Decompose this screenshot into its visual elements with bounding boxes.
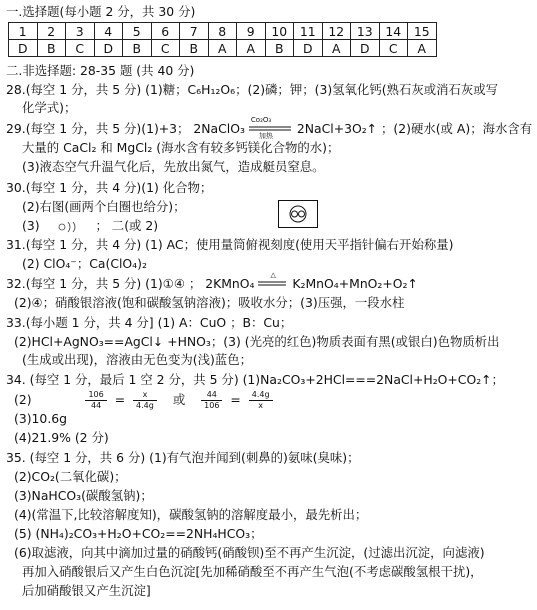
question-number-cell: 6 — [151, 23, 180, 40]
q28-line1: 28.(每空 1 分，共 5 分) (1)糖；C₆H₁₂O₆；(2)磷；钾；(3)氢氧化钙(熟石灰或消石灰或写 — [6, 82, 499, 97]
q33-line3: (生成或出现)，溶液由无色变为(浅)蓝色； — [22, 352, 252, 367]
answer-cell: B — [265, 40, 294, 57]
answer-cell: D — [9, 40, 38, 57]
question-number-cell: 8 — [208, 23, 237, 40]
answer-cell: D — [94, 40, 123, 57]
section2-title: 二.非选择题: 28-35 题 (共 40 分) — [6, 63, 195, 78]
question-number-cell: 14 — [379, 23, 408, 40]
answer-cell: B — [37, 40, 66, 57]
q30-part3-label: (3) — [22, 218, 40, 233]
question-number-cell: 11 — [294, 23, 323, 40]
q35-line4: (4)(常温下,比较溶解度知)，碳酸氢钠的溶解度最小，最先析出； — [14, 507, 368, 522]
answer-cell: B — [180, 40, 209, 57]
double-arrow-icon — [258, 281, 288, 287]
question-number-cell: 7 — [180, 23, 209, 40]
answer-cell: C — [66, 40, 95, 57]
catalyst-label: Co₂O₃ — [250, 115, 272, 124]
q29-suffix: 2NaCl+3O₂↑ ；(2)硬水(或 A)；海水含有 — [296, 121, 533, 136]
q35-line5: (5) (NH₄)₂CO₃+H₂O+CO₂==2NH₄HCO₃； — [14, 526, 263, 541]
section1-title: 一.选择题(每小题 2 分，共 30 分) — [6, 4, 196, 19]
heat-label: 加热 — [258, 131, 273, 140]
fraction: $\frac{106}{44}$ — [85, 390, 106, 411]
or-label: 或 — [172, 392, 186, 407]
answer-cell: A — [237, 40, 266, 57]
answer-cell: C — [151, 40, 180, 57]
fraction: $\frac{44}{106}$ — [201, 390, 222, 411]
q34-line1: 34. (每空 1 分，最后 1 空 2 分，共 5 分) (1)Na₂CO₃+2HCl===2NaCl+H₂O+CO₂↑； — [6, 372, 504, 387]
fraction: $\frac{4.4g}{x}$ — [249, 390, 273, 411]
q31-line2: (2) ClO₄⁻；Ca(ClO₄)₂ — [22, 256, 147, 271]
q35-line8: 后加硝酸银又产生沉淀] — [22, 583, 151, 598]
answer-cell: B — [123, 40, 152, 57]
q34-line4: (4)21.9% (2 分) — [14, 430, 109, 445]
q35-line3: (3)NaHCO₃(碳酸氢钠)； — [14, 488, 153, 503]
table-row-numbers — [9, 23, 437, 40]
reaction-arrow — [249, 115, 293, 140]
q30-line3 — [22, 218, 158, 233]
q33-line2: (2)HCl+AgNO₃==AgCl↓ +HNO₃；(3) (光亮的红色)物质表面有黑(或银白)色物质析出 — [14, 334, 500, 349]
answer-cell: A — [408, 40, 437, 57]
q31-line1: 31.(每空 1 分，共 4 分) (1) AC；使用量筒俯视刻度(使用天平指针偏右开始称量) — [6, 237, 454, 252]
answer-table — [8, 22, 437, 57]
q30-part3-answer: ； 二(或 2) — [95, 218, 159, 233]
q30-line1: 30.(每空 1 分，共 4 分)(1) 化合物； — [6, 180, 213, 195]
q34-line3: (3)10.6g — [14, 411, 68, 426]
q34-part2-label: (2) — [14, 392, 32, 407]
question-number-cell: 10 — [265, 23, 294, 40]
q32-suffix: K₂MnO₄+MnO₂+O₂↑ — [292, 276, 418, 291]
q32-line1 — [6, 270, 418, 292]
answer-cell: C — [379, 40, 408, 57]
heat-triangle-label: △ — [270, 270, 276, 279]
molecule-diagram — [278, 200, 318, 228]
q29-line1 — [6, 115, 533, 140]
answer-cell: D — [294, 40, 323, 57]
equals-sign: = — [114, 392, 126, 407]
question-number-cell: 2 — [37, 23, 66, 40]
q29-line3: (3)液态空气升温气化后，先放出氮气，造成艇员窒息。 — [22, 159, 325, 174]
q33-line1: 33.(每小题 1 分，共 4 分] (1) A：CuO ；B：Cu； — [6, 315, 293, 330]
q34-line2 — [14, 390, 277, 411]
answer-cell: A — [322, 40, 351, 57]
table-row-answers — [9, 40, 437, 57]
q35-line2: (2)CO₂(二氧化碳)； — [14, 469, 127, 484]
answer-cell: A — [208, 40, 237, 57]
question-number-cell: 5 — [123, 23, 152, 40]
answer-cell: D — [351, 40, 380, 57]
q30-line2: (2)右图(画两个白圈也给分)； — [22, 199, 186, 214]
q35-line1: 35. (每空 1 分，共 6 分) (1)有气泡并闻到(刺鼻的)氨味(臭味)； — [6, 450, 360, 465]
reaction-arrow — [258, 270, 288, 292]
q35-line7: 再加入硝酸银后又产生白色沉淀[先加稀硝酸至不再产生气泡(不考虑碳酸氢根干扰)， — [22, 564, 483, 579]
question-number-cell: 15 — [408, 23, 437, 40]
q35-line6: (6)取滤液，向其中滴加过量的硝酸钙(硝酸钡)至不再产生沉淀，(过滤出沉淀，向滤液) — [14, 545, 485, 560]
question-number-cell: 13 — [351, 23, 380, 40]
q32-line2: (2)④；硝酸银溶液(饱和碳酸氢钠溶液)；吸收水分；(3)压强，一段水柱 — [14, 295, 405, 310]
question-number-cell: 3 — [66, 23, 95, 40]
question-number-cell: 1 — [9, 23, 38, 40]
q28-line2: 化学式)； — [22, 100, 77, 115]
question-number-cell: 4 — [94, 23, 123, 40]
question-number-cell: 12 — [322, 23, 351, 40]
atom-structure-icon — [50, 221, 86, 233]
equals-sign: = — [230, 392, 241, 407]
q29-prefix: 29.(每空 1 分，共 5 分)(1)+3； 2NaClO₃ — [6, 121, 245, 136]
question-number-cell: 9 — [237, 23, 266, 40]
two-circle-icon — [279, 201, 317, 227]
fraction: $\frac{x}{4.4g}$ — [133, 390, 157, 411]
q32-prefix: 32.(每空 1 分，共 5 分) (1)①④ ； 2KMnO₄ — [6, 276, 255, 291]
q29-line2: 大量的 CaCl₂ 和 MgCl₂ (海水含有较多钙镁化合物的水)； — [22, 140, 340, 155]
